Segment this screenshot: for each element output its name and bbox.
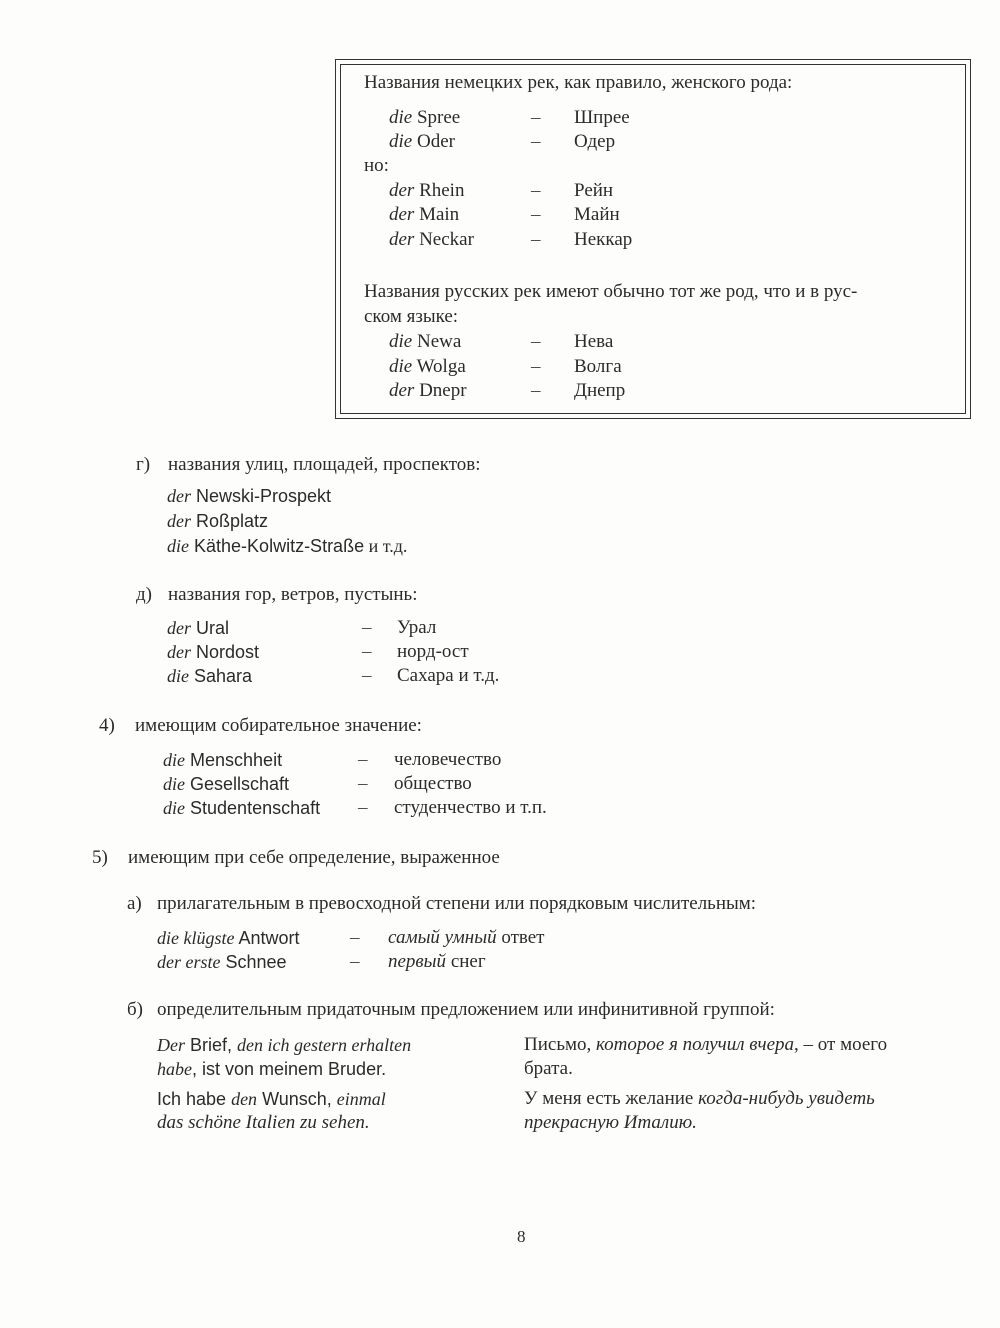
- list-item: der Main: [389, 204, 460, 225]
- list-item: die Newa: [389, 331, 462, 352]
- translation: Шпрее: [574, 107, 630, 128]
- section-title: названия улиц, площадей, проспектов:: [168, 454, 481, 475]
- subsection-title: определительным придаточным предложением или инфинитивной группой:: [157, 999, 775, 1020]
- subsection-marker: а): [127, 893, 142, 914]
- box-heading-russian-rivers: Названия русских рек имеют обычно тот же род, что и в рус-: [364, 281, 858, 302]
- dash: –: [358, 749, 368, 770]
- translation: человечество: [394, 749, 502, 770]
- example-ru-line: У меня есть желание когда-нибудь увидеть: [524, 1088, 875, 1109]
- example-de-line: Der Brief, den ich gestern erhalten: [157, 1035, 412, 1055]
- page-number: 8: [517, 1227, 526, 1246]
- list-item: die Studentenschaft: [163, 798, 321, 818]
- box-heading-russian-rivers-cont: ском языке:: [364, 306, 459, 327]
- dash: –: [531, 380, 541, 401]
- dash: –: [362, 617, 372, 638]
- section-marker: г): [136, 454, 151, 475]
- translation: самый умный ответ: [388, 927, 545, 948]
- list-item: der Dnepr: [389, 380, 467, 401]
- list-item: der Rhein: [389, 180, 465, 201]
- example-ru-line: Письмо, которое я получил вчера, – от моего: [524, 1034, 888, 1055]
- list-item: der Nordost: [167, 642, 260, 662]
- dash: –: [358, 773, 368, 794]
- translation: Нева: [574, 331, 614, 352]
- translation: Одер: [574, 131, 616, 152]
- list-item: der Neckar: [389, 229, 474, 250]
- example-de-line: Ich habe den Wunsch, einmal: [157, 1089, 386, 1109]
- translation: Неккар: [574, 229, 633, 250]
- list-item: die Wolga: [389, 356, 466, 377]
- dash: –: [531, 131, 541, 152]
- translation: Днепр: [574, 380, 626, 401]
- section-marker: 5): [92, 847, 108, 868]
- dash: –: [531, 204, 541, 225]
- translation: Рейн: [574, 180, 614, 201]
- section-title: имеющим собирательное значение:: [135, 715, 422, 736]
- list-item: die Sahara: [167, 666, 253, 686]
- example-de-line: das schöne Italien zu sehen.: [157, 1112, 370, 1133]
- translation: Майн: [574, 204, 620, 225]
- dash: –: [358, 797, 368, 818]
- subsection-marker: б): [127, 999, 143, 1020]
- translation: первый снег: [388, 951, 486, 972]
- example-de-line: habe, ist von meinem Bruder.: [157, 1059, 387, 1079]
- section-marker: д): [136, 584, 152, 605]
- list-item: die klügste Antwort: [157, 928, 300, 948]
- translation: Волга: [574, 356, 622, 377]
- dash: –: [362, 665, 372, 686]
- list-item: die Menschheit: [163, 750, 283, 770]
- dash: –: [531, 180, 541, 201]
- box-heading-german-rivers: Названия немецких рек, как правило, женского рода:: [364, 72, 793, 93]
- list-item: die Spree: [389, 107, 461, 128]
- dash: –: [350, 951, 360, 972]
- box-but-label: но:: [364, 155, 389, 176]
- list-item: der erste Schnee: [157, 952, 287, 972]
- section-marker: 4): [99, 715, 115, 736]
- dash: –: [350, 927, 360, 948]
- list-item: die Käthe-Kolwitz-Straße и т.д.: [167, 536, 408, 556]
- section-title: названия гор, ветров, пустынь:: [168, 584, 418, 605]
- dash: –: [531, 356, 541, 377]
- list-item: der Newski-Prospekt: [167, 486, 332, 506]
- dash: –: [362, 641, 372, 662]
- translation: общество: [394, 773, 472, 794]
- example-ru-line: прекрасную Италию.: [524, 1112, 697, 1133]
- translation: Сахара и т.д.: [397, 665, 500, 686]
- section-title: имеющим при себе определение, выраженное: [128, 847, 500, 868]
- translation: норд-ост: [397, 641, 469, 662]
- list-item: die Oder: [389, 131, 455, 152]
- translation: студенчество и т.п.: [394, 797, 547, 818]
- example-ru-line: брата.: [524, 1058, 573, 1079]
- translation: Урал: [397, 617, 437, 638]
- dash: –: [531, 229, 541, 250]
- list-item: die Gesellschaft: [163, 774, 290, 794]
- list-item: der Ural: [167, 618, 230, 638]
- subsection-title: прилагательным в превосходной степени или порядковым числительным:: [157, 893, 757, 914]
- dash: –: [531, 331, 541, 352]
- dash: –: [531, 107, 541, 128]
- list-item: der Roßplatz: [167, 511, 269, 531]
